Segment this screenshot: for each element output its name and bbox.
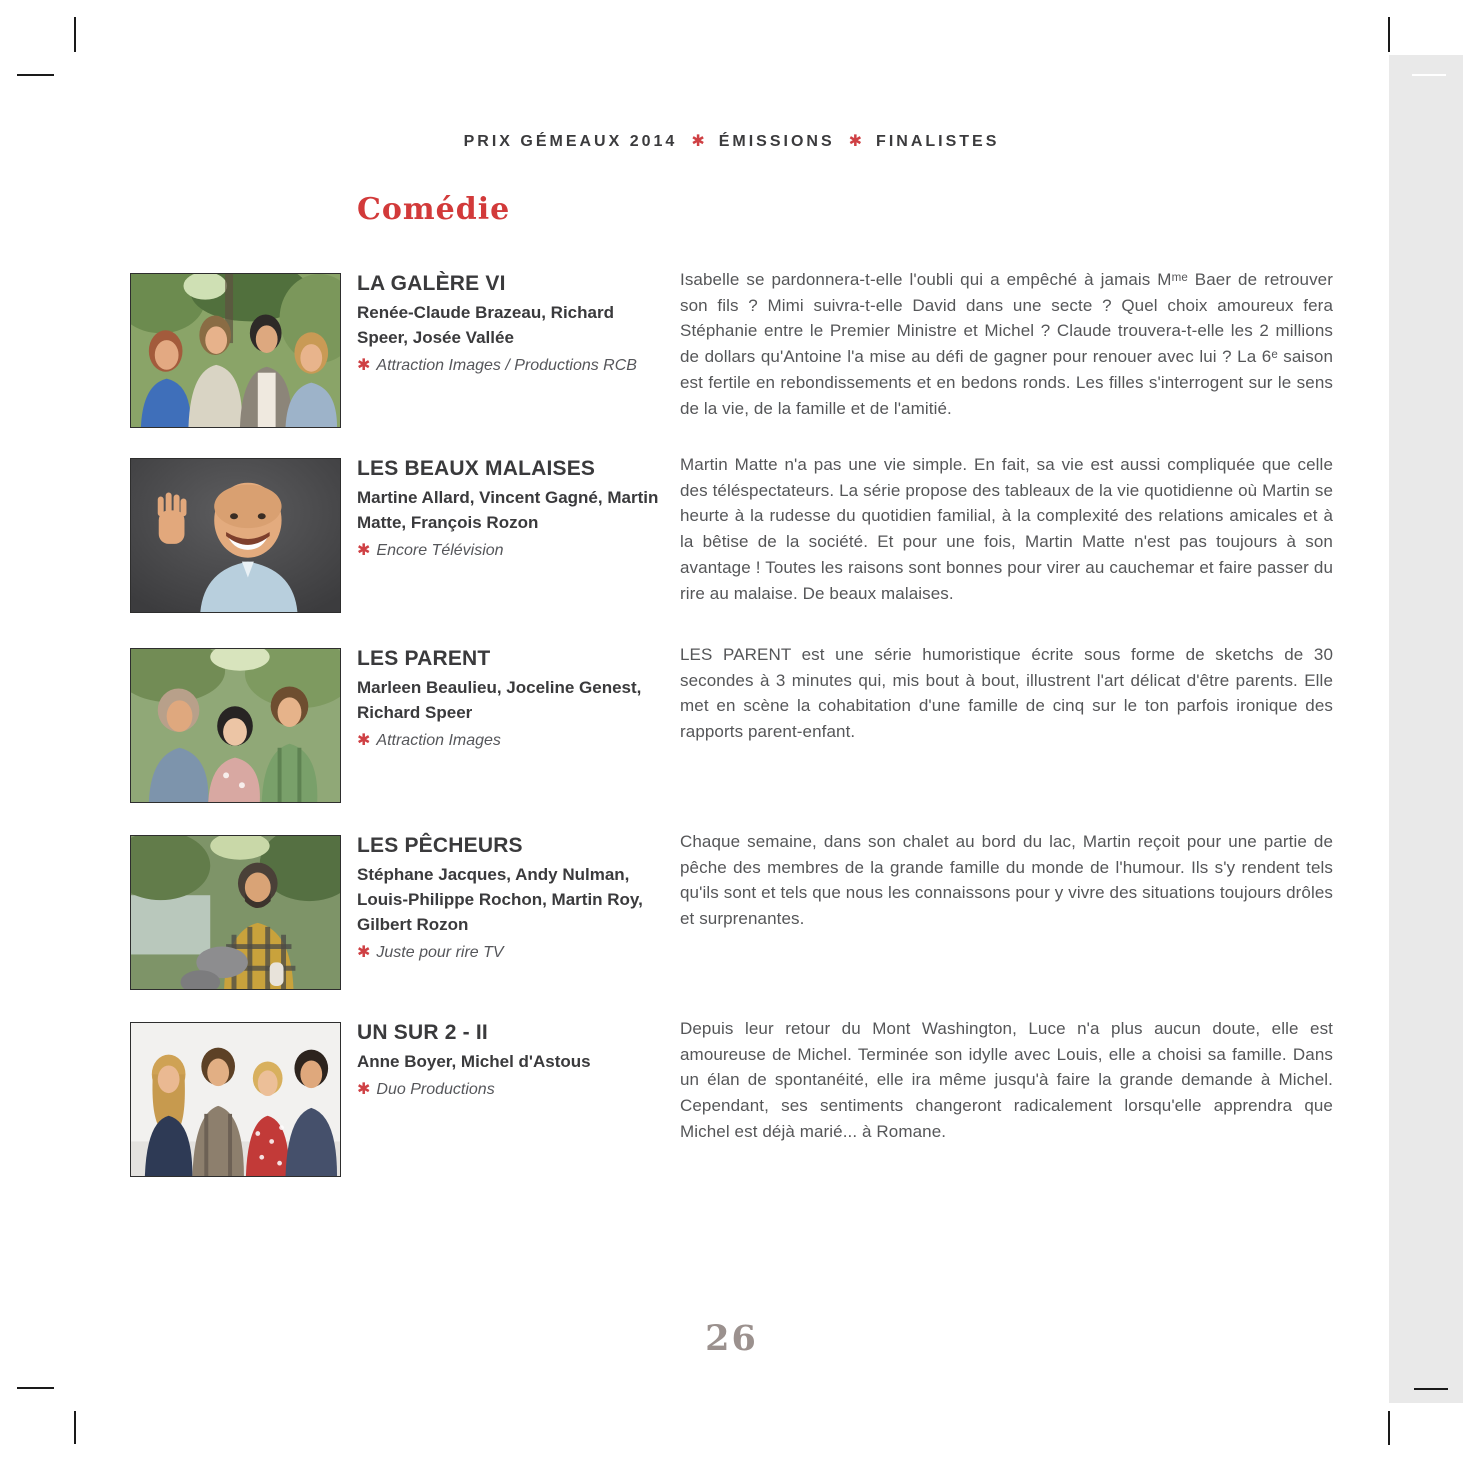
photo-illustration <box>131 649 340 802</box>
show-photo-la-galere <box>130 273 341 428</box>
show-description: Martin Matte n'a pas une vie simple. En fait, sa vie est aussi compliquée que celle des téléspectateurs. La série propose des tableaux de la vie quotidienne où Martin se heurte à la rudesse du quotidien familial, à la complexité des relations amicales et à la bêtise de la société. Et pour une fois, Martin Matte n'est pas toujours à son avantage ! Toutes les raisons sont bonnes pour virer au cauchemar et faire passer du rire au malaise. De beaux malaises. <box>680 455 1333 603</box>
show-description: Depuis leur retour du Mont Washington, Luce n'a plus aucun doute, elle est amoureuse de Michel. Terminée son idylle avec Louis, elle a choisi sa famille. Dans un élan de spontanéité, elle ira même jusqu'à faire la grande demande à Michel. Cependant, ses sentiments changeront radicalement lorsqu'elle apprendra que Michel est déjà marié... à Romane. <box>680 1019 1333 1141</box>
finalist-info <box>357 1020 662 1102</box>
producer-name: Attraction Images / Productions RCB <box>376 357 637 374</box>
asterisk-icon: ✱ <box>691 133 705 150</box>
show-credits: Stéphane Jacques, Andy Nulman, Louis-Philippe Rochon, Martin Roy, Gilbert Rozon <box>357 865 643 934</box>
section-title: Comédie <box>357 192 511 227</box>
running-head-brand: PRIX GÉMEAUX 2014 <box>463 133 678 150</box>
show-title: LA GALÈRE VI <box>357 272 506 295</box>
producer-line <box>357 1078 662 1102</box>
finalist-info <box>357 833 662 965</box>
show-title: LES PARENT <box>357 647 491 670</box>
crop-mark-bottom-left-h <box>17 1387 54 1389</box>
show-description: Chaque semaine, dans son chalet au bord du lac, Martin reçoit pour une partie de pêche des membres de la grande famille du monde de l'humour. Ils s'y rendent tels qu'ils sont et tels que nous les connaissons pour y vivre des situations toujours drôles et surprenantes. <box>680 832 1333 929</box>
show-photo-les-parent <box>130 648 341 803</box>
running-head-section: ÉMISSIONS <box>718 133 835 150</box>
photo-illustration <box>131 1023 340 1176</box>
show-photo-un-sur-2 <box>130 1022 341 1177</box>
running-head-status: FINALISTES <box>876 133 1000 150</box>
finalist-info <box>357 646 662 753</box>
crop-mark-top-right-v <box>1388 17 1390 52</box>
show-photo-les-pecheurs <box>130 835 341 990</box>
show-credits: Marleen Beaulieu, Joceline Genest, Richard Speer <box>357 678 642 722</box>
asterisk-icon: ✱ <box>357 944 371 961</box>
producer-name: Attraction Images <box>376 732 501 749</box>
crop-mark-bottom-right-h <box>1414 1388 1448 1390</box>
finalist-info <box>357 456 662 563</box>
photo-illustration <box>131 836 340 989</box>
producer-line <box>357 539 662 563</box>
producer-name: Juste pour rire TV <box>376 944 504 961</box>
show-title: LES BEAUX MALAISES <box>357 457 596 480</box>
show-credits: Anne Boyer, Michel d'Astous <box>357 1052 591 1071</box>
show-description: LES PARENT est une série humoristique écrite sous forme de sketchs de 30 secondes à 3 minutes qui, mis bout à bout, illustrent l'art délicat d'être parents. Elle met en scène la cohabitation d'une famille de cinq sur le ton parfois ironique des rapports parent-enfant. <box>680 645 1333 742</box>
producer-line <box>357 729 662 753</box>
photo-illustration <box>131 274 340 427</box>
producer-line <box>357 354 662 378</box>
crop-mark-top-right-h <box>1412 74 1446 76</box>
show-photo-les-beaux-malaises <box>130 458 341 613</box>
show-credits: Martine Allard, Vincent Gagné, Martin Matte, François Rozon <box>357 488 659 532</box>
asterisk-icon: ✱ <box>357 542 371 559</box>
page-number: 26 <box>705 1318 758 1359</box>
asterisk-icon: ✱ <box>848 133 863 150</box>
asterisk-icon: ✱ <box>357 357 371 374</box>
finalist-info <box>357 271 662 378</box>
producer-name: Encore Télévision <box>376 542 504 559</box>
show-description: Isabelle se pardonnera-t-elle l'oubli qui a empêché à jamais Mᵐᵉ Baer de retrouver son fils ? Mimi suivra-t-elle David dans une secte ? Quel choix amoureux fera Stéphanie entre le Premier Ministre et Michel ? Claude trouvera-t-elle les 2 millions de dollars qu'Antoine l'a mise au défi de gagner pour renouer avec lui ? La 6ᵉ saison est fertile en rebondissements et en bedons ronds. Les filles s'interrogent sur le sens de la vie, de la famille et de l'amitié. <box>680 270 1333 418</box>
running-head <box>0 131 1463 151</box>
asterisk-icon: ✱ <box>357 1081 371 1098</box>
crop-mark-bottom-right-v <box>1388 1411 1390 1445</box>
asterisk-icon: ✱ <box>357 732 371 749</box>
crop-mark-top-left-v <box>74 17 76 52</box>
crop-mark-top-left-h <box>17 74 54 76</box>
show-title: UN SUR 2 - II <box>357 1021 488 1044</box>
photo-illustration <box>131 459 340 612</box>
producer-name: Duo Productions <box>376 1081 495 1098</box>
page-edge-gray-bar <box>1389 55 1463 1403</box>
show-title: LES PÊCHEURS <box>357 834 523 857</box>
crop-mark-bottom-left-v <box>74 1411 76 1444</box>
show-credits: Renée-Claude Brazeau, Richard Speer, Josée Vallée <box>357 303 614 347</box>
producer-line <box>357 941 662 965</box>
